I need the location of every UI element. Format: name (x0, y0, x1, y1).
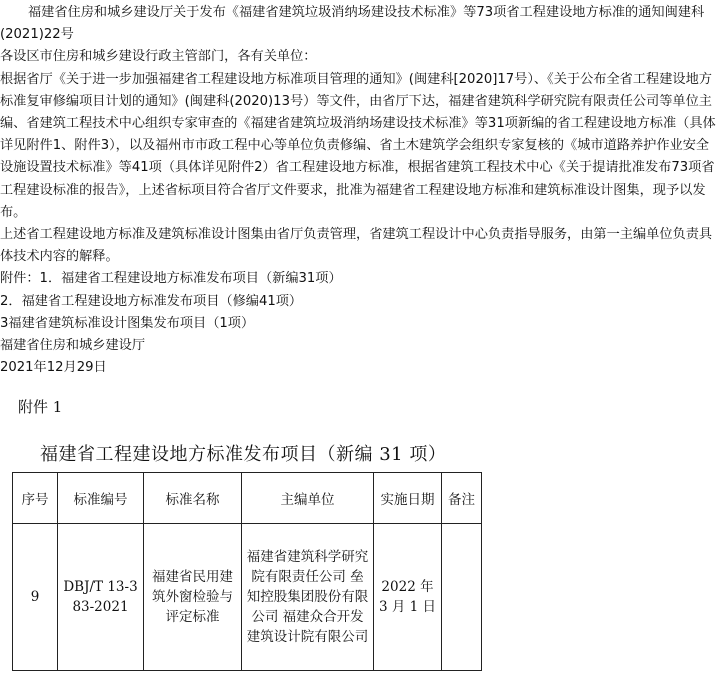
cell-no: 9 (13, 524, 58, 671)
attachment-2: 2．福建省工程建设地方标准发布项目（修编41项） (0, 293, 303, 309)
standards-table (12, 472, 482, 671)
header-remark: 备注 (442, 473, 482, 524)
notice-responsibility: 上述省工程建设地方标准及建筑标准设计图集由省厅负责管理，省建筑工程设计中心负责指导服务，由第一主编单位负责具体技术内容的解释。 (0, 227, 713, 265)
notice-addressee: 各设区市住房和城乡建设行政主管部门，各有关单位： (0, 49, 317, 65)
cell-name: 福建省民用建筑外窗检验与评定标准 (144, 524, 242, 671)
notice-text (0, 2, 718, 379)
issuer: 福建省住房和城乡建设厅 (0, 338, 146, 354)
issue-date: 2021年12月29日 (0, 360, 107, 376)
attachment-1: 附件：1．福建省工程建设地方标准发布项目（新编31项） (0, 271, 342, 287)
notice-body: 根据省厅《关于进一步加强福建省工程建设地方标准项目管理的通知》(闽建科[2020]17号）、《关于公布全省工程建设地方标准复审修编项目计划的通知》(闽建科(2020)13号）等文件，由省厅下达，福建省建筑科学研究院有限责任公司等单位主编、省建筑工程技术中心组织专家审查的《福建省建筑垃圾消纳场建设技术标准》等31项新编的省工程建设地方标准（具体详见附件1、附件3），以及福州市市政工程中心等单位负责修编、省土木建筑学会组织专家复核的《城市道路养护作业安全设施设置技术标准》等41项（具体详见附件2）省工程建设地方标准，根据省建筑工程技术中心《关于提请批准发布73项省工程建设标准的报告》，上述省标项目符合省厅文件要求，批准为福建省工程建设地方标准和建筑标准设计图集，现予以发布。 (0, 71, 716, 220)
cell-code: DBJ/T 13-383-2021 (58, 524, 144, 671)
cell-editor: 福建省建筑科学研究院有限责任公司 垒知控股集团股份有限公司 福建众合开发建筑设计院有限公司 (242, 524, 374, 671)
cell-remark (442, 524, 482, 671)
table-header-row (13, 473, 482, 524)
table-row (13, 524, 482, 671)
header-date: 实施日期 (374, 473, 442, 524)
table-title: 福建省工程建设地方标准发布项目（新编 31 项） (40, 444, 447, 465)
attachment-3: 3福建省建筑标准设计图集发布项目（1项） (0, 315, 255, 331)
cell-date: 2022 年 3 月 1 日 (374, 524, 442, 671)
header-code: 标准编号 (58, 473, 144, 524)
notice-title: 福建省住房和城乡建设厅关于发布《福建省建筑垃圾消纳场建设技术标准》等73项省工程建设地方标准的通知闽建科(2021)22号 (0, 5, 705, 43)
header-editor: 主编单位 (242, 473, 374, 524)
header-no: 序号 (13, 473, 58, 524)
header-name: 标准名称 (144, 473, 242, 524)
annex-label: 附件 1 (18, 398, 63, 416)
